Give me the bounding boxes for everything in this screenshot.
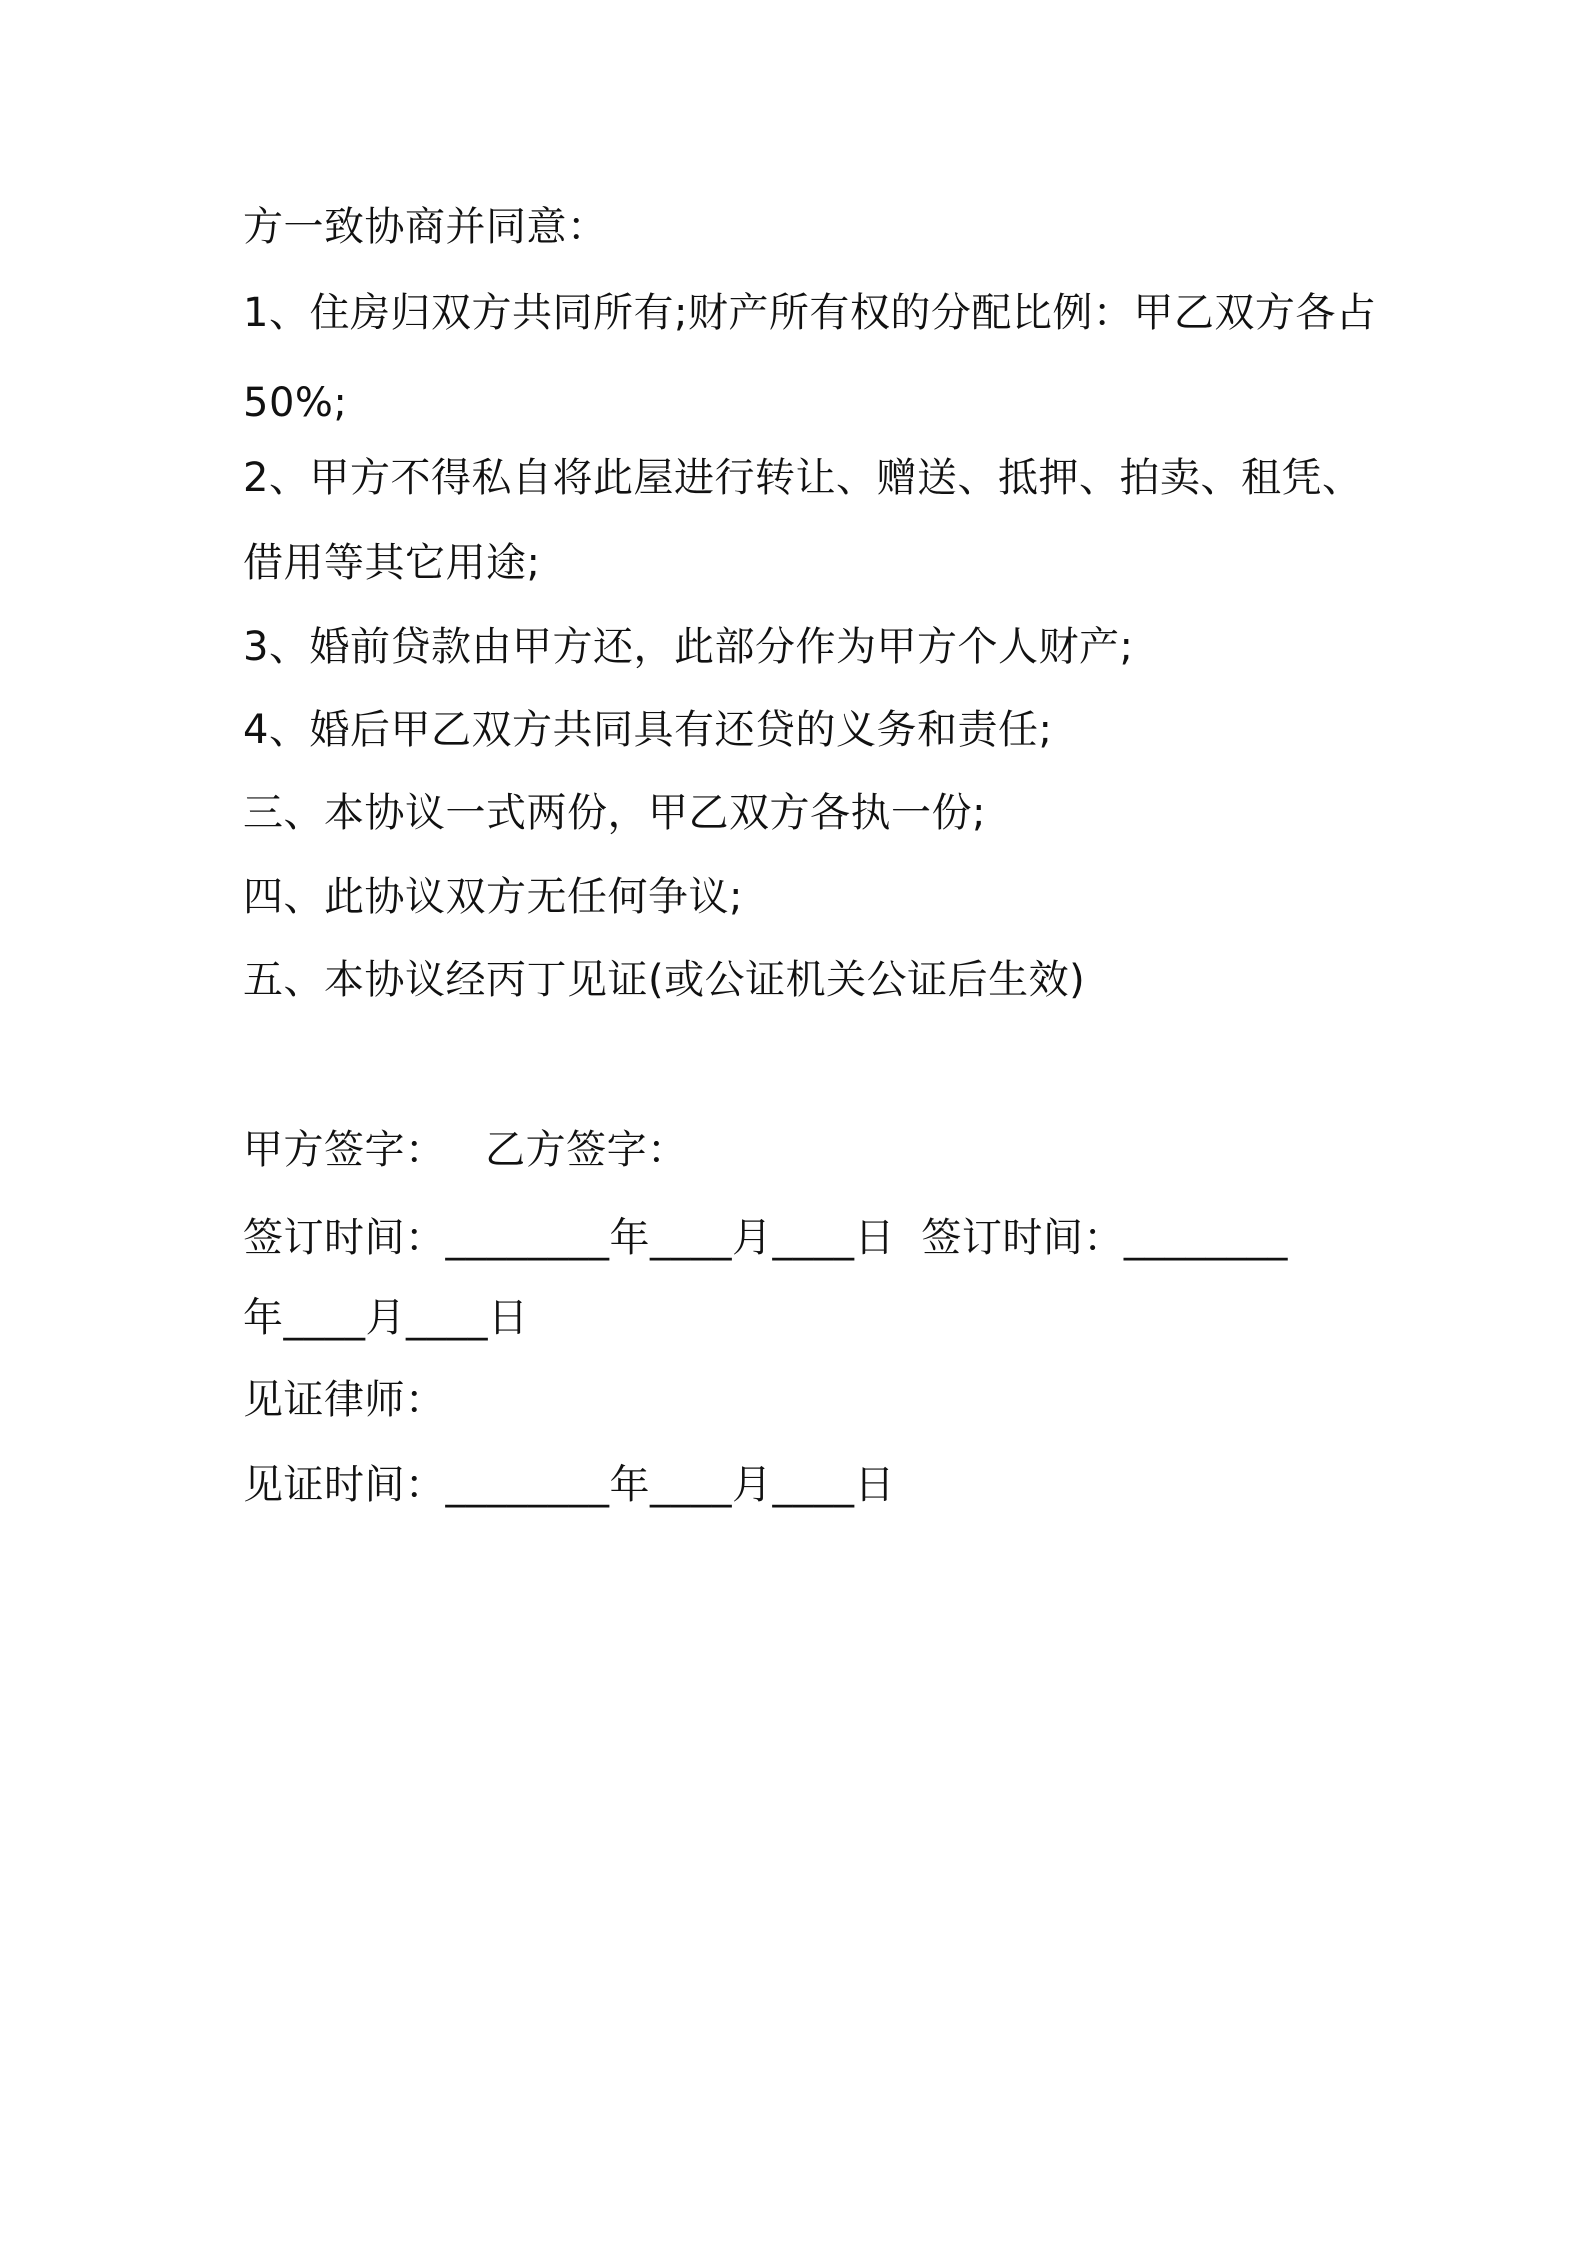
section-three: 三、本协议一式两份，甲乙双方各执一份; bbox=[243, 790, 986, 836]
clause-3: 3、婚前贷款由甲方还，此部分作为甲方个人财产; bbox=[243, 624, 1134, 670]
sign-date-line-continued: 年____月____日 bbox=[243, 1295, 529, 1341]
sign-date-line: 签订时间：________年____月____日 签订时间：________ bbox=[243, 1215, 1288, 1261]
clause-1: 1、住房归双方共同所有;财产所有权的分配比例：甲乙双方各占 bbox=[243, 290, 1377, 336]
clause-1-continued: 50%; bbox=[243, 380, 348, 426]
witness-lawyer: 见证律师： bbox=[243, 1377, 446, 1423]
clause-2-continued: 借用等其它用途; bbox=[243, 540, 541, 586]
section-five: 五、本协议经丙丁见证(或公证机关公证后生效) bbox=[243, 957, 1086, 1003]
clause-2: 2、甲方不得私自将此屋进行转让、赠送、抵押、拍卖、租凭、 bbox=[243, 455, 1363, 501]
clause-4: 4、婚后甲乙双方共同具有还贷的义务和责任; bbox=[243, 707, 1053, 753]
witness-date: 见证时间：________年____月____日 bbox=[243, 1462, 895, 1508]
agreement-intro: 方一致协商并同意： bbox=[243, 204, 608, 250]
section-four: 四、此协议双方无任何争议; bbox=[243, 874, 743, 920]
party-signatures: 甲方签字： 乙方签字： bbox=[243, 1127, 688, 1173]
